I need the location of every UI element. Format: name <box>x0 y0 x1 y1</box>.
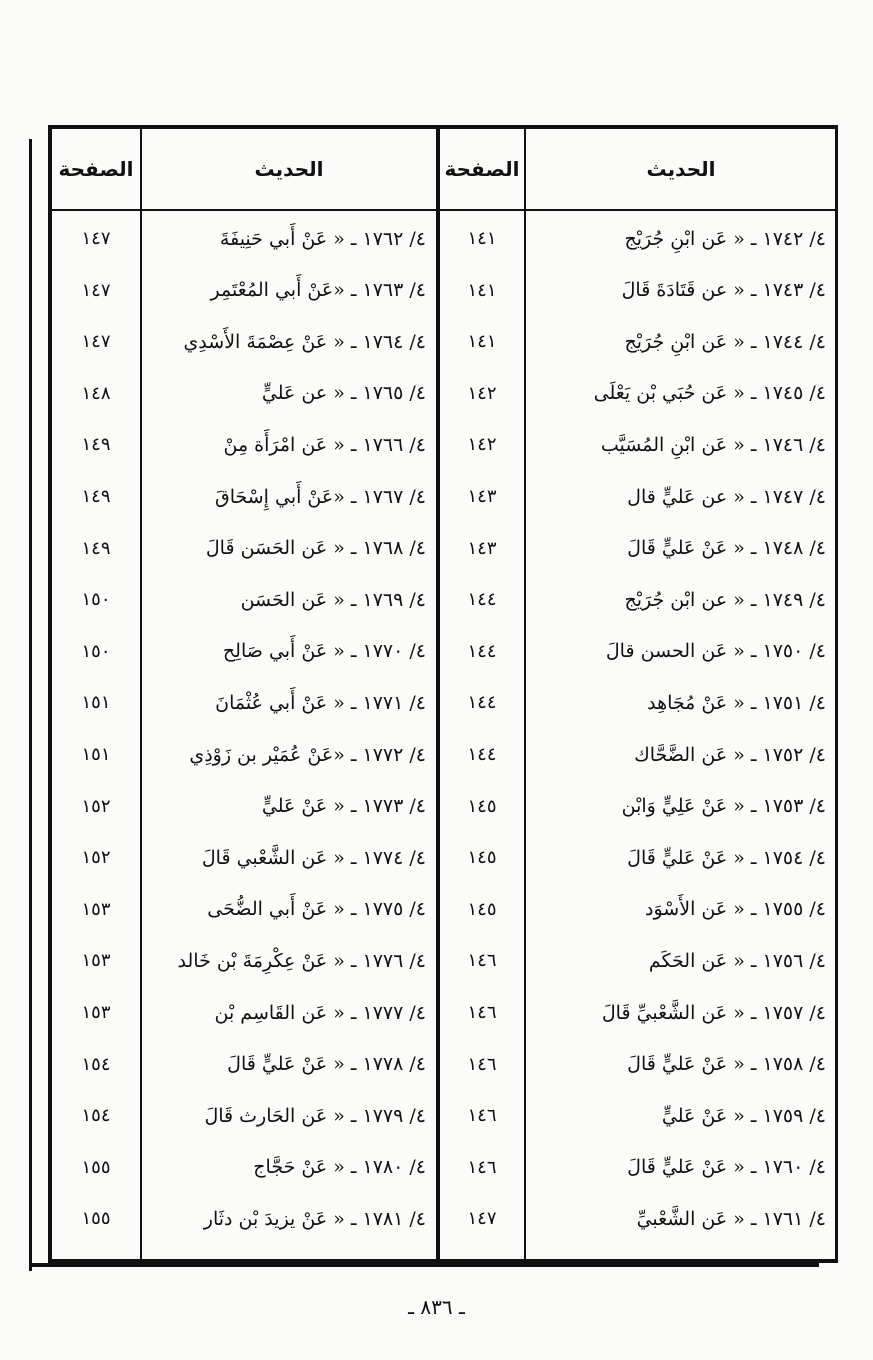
left-page-number: ١٥٥ <box>81 1208 111 1230</box>
right-hadith-entry: ٤/ ١٧٤٣ ـ « عن قَتَادَةَ قَالَ <box>621 279 826 302</box>
right-page-number: ١٤٦ <box>467 1156 497 1178</box>
right-page-number: ١٤٦ <box>467 1002 497 1023</box>
right-hadith-entry: ٤/ ١٧٤٧ ـ « عن عَليٍّ قال <box>627 485 826 508</box>
left-page-number: ١٥٠ <box>81 589 111 611</box>
table-row <box>52 884 835 935</box>
table-row <box>52 1193 835 1244</box>
table-row <box>52 1142 835 1193</box>
left-hadith-entry: ٤/ ١٧٦٤ ـ « عَنْ عِصْمَةَ الأَسْدِي <box>183 330 426 353</box>
index-table <box>48 125 838 1263</box>
right-page-number: ١٤١ <box>467 279 497 301</box>
right-page-number: ١٤٤ <box>467 744 497 765</box>
left-hadith-entry: ٤/ ١٧٦٦ ـ « عَن امْرَأَة مِنْ <box>223 433 426 456</box>
table-row <box>52 265 835 316</box>
left-hadith-entry: ٤/ ١٧٨٠ ـ « عَنْ حَجَّاج <box>253 1156 426 1179</box>
right-page-number: ١٤٢ <box>467 382 497 404</box>
right-page-number: ١٤٣ <box>467 537 497 559</box>
left-page-number: ١٤٩ <box>81 537 111 559</box>
table-row <box>52 1039 835 1090</box>
page-number: ـ ٨٣٦ ـ <box>408 1295 465 1319</box>
left-page-number: ١٥٤ <box>81 1053 111 1075</box>
table-row <box>52 368 835 419</box>
header-divider <box>52 209 835 211</box>
left-hadith-entry: ٤/ ١٧٦٢ ـ « عَنْ أَبي حَنِيفَةَ <box>219 227 426 250</box>
right-hadith-entry: ٤/ ١٧٥٤ ـ « عَنْ عَليٍّ قَالَ <box>627 846 826 869</box>
right-page-number: ١٤١ <box>467 228 497 249</box>
header-hadith-left: الحديث <box>254 157 324 181</box>
left-hadith-entry: ٤/ ١٧٨١ ـ « عَنْ يزيدَ بْن دثَار <box>203 1207 426 1230</box>
left-page-number: ١٥٢ <box>81 795 111 817</box>
right-hadith-entry: ٤/ ١٧٥١ ـ « عَنْ مُجَاهِد <box>647 691 826 714</box>
left-page-number: ١٥١ <box>81 744 111 765</box>
left-hadith-entry: ٤/ ١٧٧١ ـ « عَنْ أَبي عُثْمَانَ <box>215 691 426 714</box>
table-row <box>52 626 835 677</box>
left-page-number: ١٤٨ <box>81 382 111 404</box>
table-row <box>52 419 835 470</box>
table-row <box>52 729 835 780</box>
left-hadith-entry: ٤/ ١٧٦٨ ـ « عَن الحَسَن قَالَ <box>205 537 426 560</box>
left-hadith-entry: ٤/ ١٧٧٤ ـ « عَن الشَّعْبي قَالَ <box>201 846 426 869</box>
right-hadith-entry: ٤/ ١٧٥٩ ـ « عَنْ عَليٍّ <box>661 1104 826 1127</box>
left-page-number: ١٤٩ <box>81 486 111 507</box>
right-hadith-entry: ٤/ ١٧٥٨ ـ « عَنْ عَليٍّ قَالَ <box>627 1053 826 1076</box>
table-row <box>52 574 835 625</box>
right-hadith-entry: ٤/ ١٧٦٠ ـ « عَنْ عَليٍّ قَالَ <box>627 1156 826 1179</box>
left-page-number: ١٥٠ <box>81 640 111 662</box>
table-row <box>52 781 835 832</box>
right-page-number: ١٤٣ <box>467 486 497 507</box>
left-hadith-entry: ٤/ ١٧٦٥ ـ « عن عَليٍّ <box>261 382 426 405</box>
left-page-number: ١٥٤ <box>81 1105 111 1127</box>
left-page-number: ١٤٧ <box>81 228 111 249</box>
right-hadith-entry: ٤/ ١٧٤٩ ـ « عن ابْن جُرَيْج <box>624 588 826 611</box>
left-page-number: ١٤٧ <box>81 279 111 301</box>
left-page-number: ١٥٣ <box>81 950 111 972</box>
right-hadith-entry: ٤/ ١٧٤٤ ـ « عَن ابْنِ جُرَيْج <box>624 330 826 353</box>
right-page-number: ١٤٦ <box>467 1053 497 1075</box>
left-page-number: ١٤٩ <box>81 434 111 456</box>
right-page-number: ١٤٥ <box>467 795 497 817</box>
table-row <box>52 677 835 728</box>
right-hadith-entry: ٤/ ١٧٥٠ ـ « عَن الحسن قالَ <box>605 640 826 663</box>
right-hadith-entry: ٤/ ١٧٤٢ ـ « عَن ابْنِ جُرَيْج <box>624 227 826 250</box>
right-page-number: ١٤٥ <box>467 898 497 920</box>
right-hadith-entry: ٤/ ١٧٤٥ ـ « عَن حُبَي بْن يَعْلَى <box>593 382 826 405</box>
right-page-number: ١٤٦ <box>467 1105 497 1127</box>
right-page-number: ١٤٦ <box>467 950 497 972</box>
right-page-number: ١٤٤ <box>467 640 497 662</box>
left-page-number: ١٤٧ <box>81 331 111 353</box>
frame-shadow-left <box>29 139 32 1271</box>
left-hadith-entry: ٤/ ١٧٧٠ ـ « عَنْ أَبي صَالِح <box>222 640 426 663</box>
right-hadith-entry: ٤/ ١٧٤٦ ـ « عَن ابْنِ المُسَيَّب <box>600 433 826 456</box>
left-hadith-entry: ٤/ ١٧٧٣ ـ « عَنْ عَليٍّ <box>261 795 426 818</box>
table-row <box>52 987 835 1038</box>
left-hadith-entry: ٤/ ١٧٧٢ ـ «عَنْ عُمَيْر بن زَوْذِي <box>189 743 426 766</box>
header-hadith-right: الحديث <box>646 157 716 181</box>
left-hadith-entry: ٤/ ١٧٧٥ ـ « عَنْ أَبي الضُّحَى <box>207 898 426 921</box>
left-hadith-entry: ٤/ ١٧٦٩ ـ « عَن الحَسَن <box>240 588 426 611</box>
left-hadith-entry: ٤/ ١٧٦٧ ـ «عَنْ أَبي إِسْحَاقَ <box>214 485 426 508</box>
right-hadith-entry: ٤/ ١٧٦١ ـ « عَن الشَّعْبيِّ <box>636 1207 826 1230</box>
right-hadith-entry: ٤/ ١٧٥٦ ـ « عَن الحَكَم <box>648 949 826 972</box>
frame-shadow-bottom <box>29 1263 819 1267</box>
right-page-number: ١٤١ <box>467 331 497 353</box>
table-row <box>52 832 835 883</box>
right-page-number: ١٤٥ <box>467 847 497 869</box>
table-row <box>52 316 835 367</box>
left-hadith-entry: ٤/ ١٧٧٦ ـ « عَنْ عِكْرِمَةَ بْن خَالد <box>177 949 426 972</box>
left-hadith-entry: ٤/ ١٧٦٣ ـ «عَنْ أَبي المُعْتَمِر <box>210 279 426 302</box>
right-hadith-entry: ٤/ ١٧٥٣ ـ « عَنْ عَلِيٍّ وَابْن <box>621 795 826 818</box>
table-row <box>52 213 835 264</box>
right-page-number: ١٤٤ <box>467 589 497 611</box>
left-page-number: ١٥٣ <box>81 1002 111 1023</box>
left-page-number: ١٥٥ <box>81 1156 111 1178</box>
left-hadith-entry: ٤/ ١٧٧٧ ـ « عَن القَاسِم بْن <box>214 1001 426 1024</box>
table-row <box>52 1090 835 1141</box>
right-page-number: ١٤٢ <box>467 434 497 456</box>
right-hadith-entry: ٤/ ١٧٥٧ ـ « عَن الشَّعْبيِّ قَالَ <box>601 1001 826 1024</box>
table-row <box>52 523 835 574</box>
right-hadith-entry: ٤/ ١٧٥٢ ـ « عَن الضَّحَّاك <box>634 743 826 766</box>
right-page-number: ١٤٤ <box>467 692 497 714</box>
left-hadith-entry: ٤/ ١٧٧٨ ـ « عَنْ عَليٍّ قَالَ <box>227 1053 426 1076</box>
table-row <box>52 935 835 986</box>
header-page-left: الصفحة <box>58 157 134 181</box>
right-hadith-entry: ٤/ ١٧٤٨ ـ « عَنْ عَليٍّ قَالَ <box>627 537 826 560</box>
header-page-right: الصفحة <box>444 157 520 181</box>
table-row <box>52 471 835 522</box>
left-page-number: ١٥٣ <box>81 898 111 920</box>
left-page-number: ١٥١ <box>81 692 111 714</box>
left-hadith-entry: ٤/ ١٧٧٩ ـ « عَن الحَارث قَالَ <box>204 1104 426 1127</box>
right-page-number: ١٤٧ <box>467 1208 497 1230</box>
right-hadith-entry: ٤/ ١٧٥٥ ـ « عَن الأَسْوَد <box>645 898 826 921</box>
left-page-number: ١٥٢ <box>81 847 111 869</box>
